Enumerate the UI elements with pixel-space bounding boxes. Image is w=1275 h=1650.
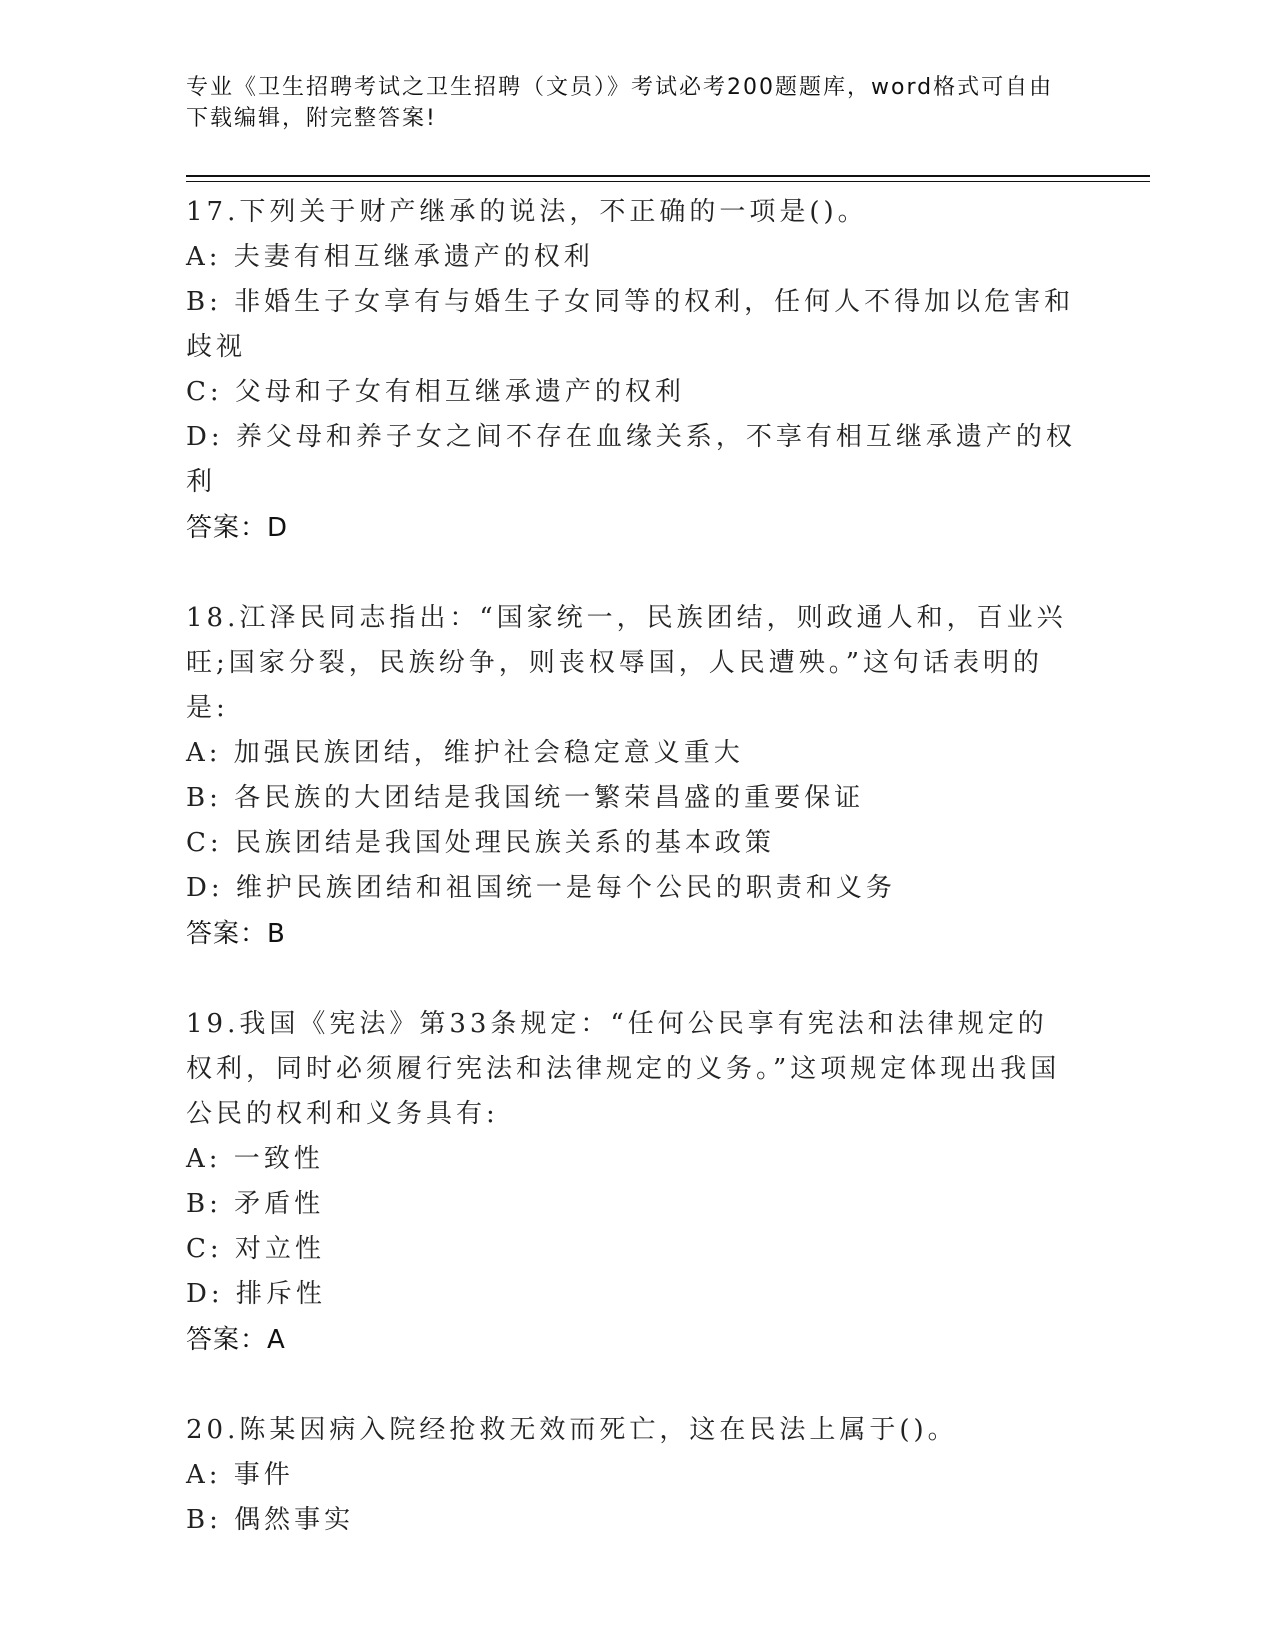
option-a: A: 加强民族团结，维护社会稳定意义重大 [186, 738, 744, 768]
header-rule-thick [186, 175, 1150, 177]
option-d: D: 养父母和养子女之间不存在血缘关系，不享有相互继承遗产的权利 [186, 422, 1076, 497]
option-b: B: 非婚生子女享有与婚生子女同等的权利，任何人不得加以危害和歧视 [186, 287, 1075, 362]
option-a: A: 夫妻有相互继承遗产的权利 [186, 242, 594, 272]
option-b: B: 矛盾性 [186, 1189, 325, 1219]
question-20 [186, 1408, 1076, 1543]
option-c: C: 民族团结是我国处理民族关系的基本政策 [186, 828, 775, 858]
question-stem: 18.江泽民同志指出：“国家统一，民族团结，则政通人和，百业兴旺;国家分裂，民族纷争，则丧权辱国，人民遭殃。”这句话表明的是: [186, 603, 1067, 723]
question-stem: 17.下列关于财产继承的说法，不正确的一项是()。 [186, 197, 868, 227]
answer-line: 答案：A [186, 1325, 286, 1355]
question-18 [186, 596, 1076, 958]
document-header: 专业《卫生招聘考试之卫生招聘（文员）》考试必考200题题库，word格式可自由下载编辑，附完整答案! [186, 75, 1054, 131]
question-19 [186, 1002, 1076, 1364]
option-b: B: 各民族的大团结是我国统一繁荣昌盛的重要保证 [186, 783, 865, 813]
answer-line: 答案：B [186, 919, 286, 949]
answer-line: 答案：D [186, 513, 289, 543]
question-list [186, 190, 1076, 1587]
question-17 [186, 190, 1076, 552]
header-rule-thin [186, 181, 1150, 182]
question-stem: 19.我国《宪法》第33条规定：“任何公民享有宪法和法律规定的权利，同时必须履行宪法和法律规定的义务。”这项规定体现出我国公民的权利和义务具有: [186, 1009, 1061, 1129]
option-c: C: 父母和子女有相互继承遗产的权利 [186, 377, 685, 407]
option-b: B: 偶然事实 [186, 1505, 355, 1535]
option-c: C: 对立性 [186, 1234, 325, 1264]
question-stem: 20.陈某因病入院经抢救无效而死亡，这在民法上属于()。 [186, 1415, 958, 1445]
option-d: D: 维护民族团结和祖国统一是每个公民的职责和义务 [186, 873, 896, 903]
option-d: D: 排斥性 [186, 1279, 326, 1309]
option-a: A: 一致性 [186, 1144, 324, 1174]
option-a: A: 事件 [186, 1460, 294, 1490]
